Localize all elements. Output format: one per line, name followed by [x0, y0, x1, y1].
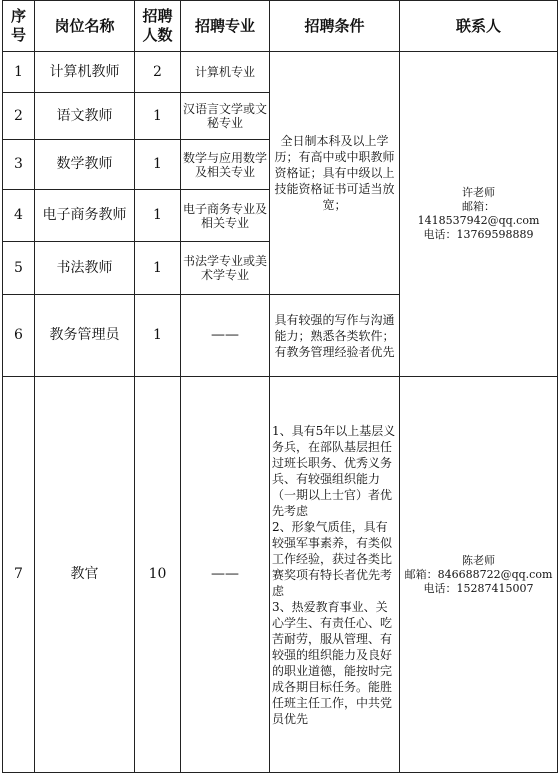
row-major: 数学与应用数学及相关专业 — [181, 140, 270, 190]
header-count — [135, 1, 181, 52]
row-no: 6 — [3, 295, 35, 377]
row-count: 1 — [135, 140, 181, 190]
row-position: 书法教师 — [35, 242, 135, 295]
row-count: 10 — [135, 377, 181, 773]
row-major: 电子商务专业及相关专业 — [181, 190, 270, 242]
row-position: 教务管理员 — [35, 295, 135, 377]
instructor-condition-2: 2、形象气质佳，具有较强军事素养，有类似工作经验，获过各类比赛奖项有特长者优先考虑 — [272, 519, 393, 598]
recruitment-table — [2, 0, 558, 773]
table-row — [3, 52, 558, 93]
row-position: 教官 — [35, 377, 135, 773]
row-major: —— — [181, 295, 270, 377]
instructor-condition-1: 1、具有5年以上基层义务兵，在部队基层担任过班长职务、优秀义务兵、有较强组织能力（一期以上士官）者优先考虑 — [272, 423, 396, 518]
row-position: 语文教师 — [35, 93, 135, 140]
instructor-condition-3: 3、热爱教育事业、关心学生、有责任心、吃苦耐劳，服从管理、有较强的组织能力及良好的职业道德，能按时完成各期目标任务。能胜任班主任工作，中共党员优先 — [272, 599, 393, 726]
contact-name: 许老师 — [462, 186, 495, 199]
contact-name: 陈老师 — [462, 553, 495, 567]
header-contact: 联系人 — [400, 1, 558, 52]
header-no — [3, 1, 35, 52]
row-no: 4 — [3, 190, 35, 242]
row-no: 7 — [3, 377, 35, 773]
row-count: 1 — [135, 93, 181, 140]
row-no: 5 — [3, 242, 35, 295]
row-major: 汉语言文学或文秘专业 — [181, 93, 270, 140]
row-position: 电子商务教师 — [35, 190, 135, 242]
row-major: 计算机专业 — [181, 52, 270, 93]
table-row — [3, 377, 558, 773]
header-conditions: 招聘条件 — [270, 1, 400, 52]
row-position: 数学教师 — [35, 140, 135, 190]
row-count: 1 — [135, 242, 181, 295]
header-row — [3, 1, 558, 52]
contact-cell-second — [400, 377, 558, 773]
row-no: 2 — [3, 93, 35, 140]
header-position: 岗位名称 — [35, 1, 135, 52]
row-major: —— — [181, 377, 270, 773]
row-no: 1 — [3, 52, 35, 93]
row-count: 1 — [135, 190, 181, 242]
contact-phone: 电话：15287415007 — [423, 581, 534, 595]
header-major: 招聘专业 — [181, 1, 270, 52]
row-major: 书法学专业或美术学专业 — [181, 242, 270, 295]
contact-email: 邮箱：1418537942@qq.com — [417, 200, 540, 227]
row-count: 1 — [135, 295, 181, 377]
row-count: 2 — [135, 52, 181, 93]
header-no-line2: 号 — [10, 26, 26, 44]
row-position: 计算机教师 — [35, 52, 135, 93]
contact-email: 邮箱：846688722@qq.com — [404, 567, 553, 581]
teacher-conditions: 全日制本科及以上学历；有高中或中职教师资格证；具有中级以上技能资格证书可适当放宽； — [270, 52, 400, 295]
header-count-line1: 招聘 — [142, 7, 173, 25]
header-count-line2: 人数 — [142, 26, 173, 44]
admin-conditions: 具有较强的写作与沟通能力；熟悉各类软件；有教务管理经验者优先 — [270, 295, 400, 377]
contact-phone: 电话：13769598889 — [423, 228, 534, 241]
header-no-line1: 序 — [10, 7, 26, 25]
row-no: 3 — [3, 140, 35, 190]
contact-cell-first — [400, 52, 558, 377]
instructor-conditions — [270, 377, 400, 773]
